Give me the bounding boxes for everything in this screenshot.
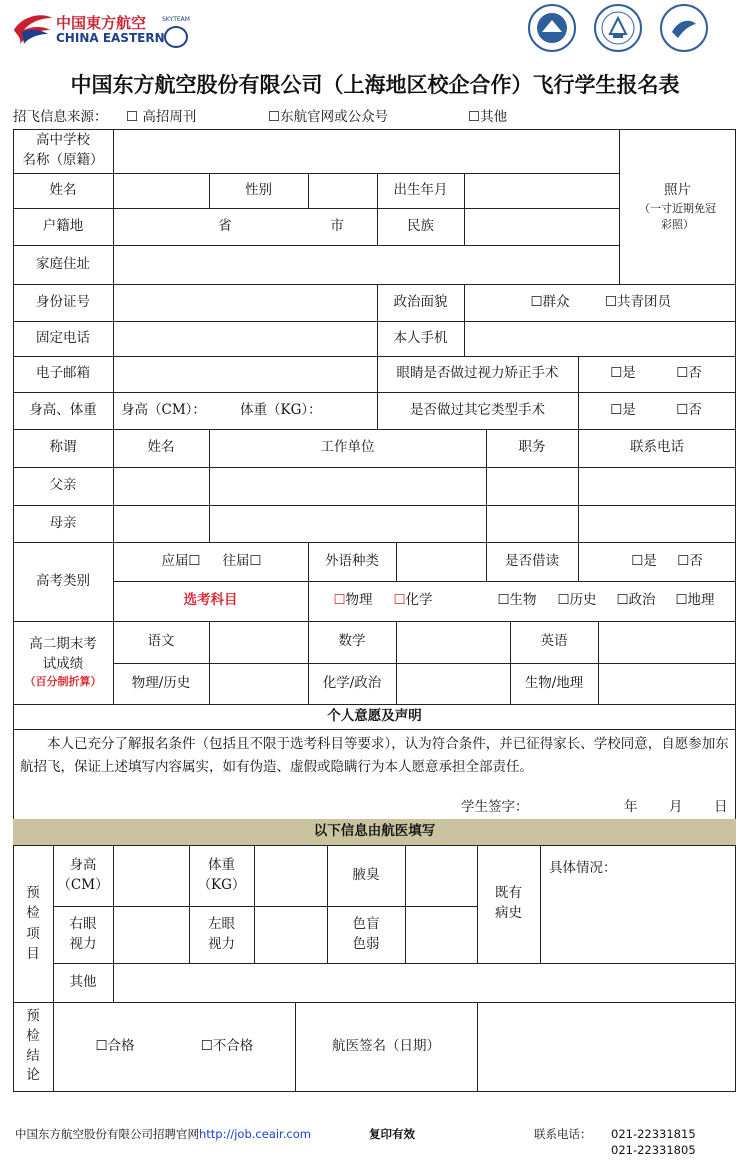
subject-chemistry-label: 化学 <box>405 592 433 609</box>
relation-header: 称谓 <box>49 439 77 456</box>
footer-company-text: 中国东方航空股份有限公司招聘官网 <box>15 1126 199 1141</box>
eye-surgery-no[interactable]: ☐否 <box>676 365 702 382</box>
signature-label: 学生签字： <box>461 799 529 816</box>
work-unit-header: 工作单位 <box>320 439 375 456</box>
source-option-other[interactable]: ☐其他 <box>468 109 508 126</box>
color-blind-label: 色盲 色弱 <box>352 915 380 952</box>
subject-biology[interactable]: ☐生物 <box>497 592 537 609</box>
body-odor-label: 腋臭 <box>352 866 380 883</box>
history-label: 既有 病史 <box>495 885 522 921</box>
photo-box[interactable] <box>620 130 735 284</box>
language-label: 外语种类 <box>325 552 379 569</box>
footer-company <box>15 1124 311 1144</box>
footer-phone-2: 021-22331805 <box>611 1142 696 1157</box>
father-label: 父亲 <box>49 477 77 494</box>
left-eye-label: 左眼 视力 <box>208 915 235 952</box>
current-grad-option[interactable]: 应届☐ <box>161 552 201 569</box>
name-input[interactable] <box>114 174 209 208</box>
position-header: 职务 <box>518 439 546 456</box>
skyteam-text: SKYTEAM <box>162 16 190 23</box>
phys-hist-label: 物理/历史 <box>131 674 191 691</box>
photo-note: （一寸近期免冠 彩照） <box>639 201 716 231</box>
right-eye-label: 右眼 视力 <box>69 915 97 952</box>
ethnic-label: 民族 <box>407 217 434 234</box>
subject-chemistry[interactable]: ☐ 化学 <box>388 581 438 621</box>
school-label: 高中学校 名称（原籍） <box>22 132 104 168</box>
province-label: 省 <box>218 217 232 234</box>
borrow-no[interactable]: ☐否 <box>677 552 703 569</box>
political-label: 政治面貌 <box>393 293 448 310</box>
sign-day: 日 <box>714 799 728 816</box>
height-label: 身高（CM）： <box>121 401 206 418</box>
school-input[interactable] <box>114 130 619 173</box>
political-option-league[interactable]: ☐共青团员 <box>604 293 672 310</box>
logo-en-text: CHINA EASTERN <box>56 31 165 45</box>
address-label: 家庭住址 <box>36 255 90 272</box>
other-label: 其他 <box>69 973 97 990</box>
fail-option[interactable]: ☐不合格 <box>200 1037 254 1054</box>
height-weight-label: 身高、体重 <box>29 401 97 418</box>
logo-cn-text: 中国東方航空 <box>56 14 147 32</box>
declaration-text: 本人已充分了解报名条件（包括且不限于选考科目等要求），认为符合条件，并已征得家长、学校同意，自愿参加东航招飞，保证上述填写内容属实，如有伪造、虚假或隐瞒行为本人愿意承担全部责任。 <box>20 736 729 775</box>
math-label: 数学 <box>338 633 366 650</box>
id-label: 身份证号 <box>36 293 90 310</box>
scores-note: （百分制折算） <box>24 675 102 689</box>
china-eastern-logo <box>12 10 190 50</box>
source-label: 招飞信息来源： <box>13 109 108 126</box>
nuaa-seal-icon <box>594 4 642 52</box>
med-weight-label: 体重 （KG） <box>197 856 246 893</box>
subject-history[interactable]: ☐历史 <box>557 592 597 609</box>
conclusion-label: 预 检 结 论 <box>26 1008 40 1084</box>
subject-politics[interactable]: ☐政治 <box>616 592 656 609</box>
gender-label: 性别 <box>245 181 272 198</box>
other-surgery-yes[interactable]: ☐是 <box>610 401 636 418</box>
footer-phone-label: 联系电话： <box>534 1126 592 1141</box>
page-title: 中国东方航空股份有限公司（上海地区校企合作）飞行学生报名表 <box>70 72 680 97</box>
declaration-title: 个人意愿及声明 <box>327 707 422 724</box>
bio-geo-label: 生物/地理 <box>524 674 584 691</box>
city-label: 市 <box>330 217 344 234</box>
borrow-yes[interactable]: ☐是 <box>631 552 657 569</box>
past-grad-option[interactable]: 往届☐ <box>222 552 262 569</box>
email-label: 电子邮箱 <box>36 365 90 382</box>
borrow-label: 是否借读 <box>505 552 559 569</box>
subject-physics[interactable]: ☐ 物理 <box>328 581 378 621</box>
family-name-header: 姓名 <box>147 439 175 456</box>
other-surgery-no[interactable]: ☐否 <box>676 401 702 418</box>
academy-seal-icon <box>660 4 708 52</box>
phone-label: 固定电话 <box>36 329 90 346</box>
subject-geography[interactable]: ☐地理 <box>675 592 715 609</box>
english-label: 英语 <box>540 633 568 650</box>
footer-phone-1: 021-22331815 <box>611 1126 696 1141</box>
eye-surgery-yes[interactable]: ☐是 <box>610 365 636 382</box>
eye-surgery-label: 眼睛是否做过视力矫正手术 <box>396 365 559 382</box>
med-height-label: 身高 （CM） <box>57 856 109 893</box>
medical-band-label: 以下信息由航医填写 <box>313 823 436 840</box>
footer-url-link[interactable]: http://job.ceair.com <box>199 1126 311 1141</box>
swallow-logo-icon <box>12 10 54 48</box>
source-option-zhaokan[interactable]: ☐ 高招周刊 <box>126 109 197 126</box>
photo-label: 照片 <box>664 182 691 199</box>
scores-label-cell <box>13 621 113 704</box>
doctor-sign-label: 航医签名（日期） <box>332 1037 440 1054</box>
sign-year: 年 <box>624 799 638 816</box>
skyteam-icon <box>164 26 188 48</box>
details-label: 具体情况： <box>549 860 617 877</box>
subject-physics-label: 物理 <box>345 592 373 609</box>
contact-header: 联系电话 <box>630 439 684 456</box>
chinese-label: 语文 <box>147 633 175 650</box>
mother-label: 母亲 <box>49 514 77 531</box>
scores-label: 高二期末考 试成绩 <box>29 635 97 672</box>
footer-copy-valid: 复印有效 <box>369 1126 415 1141</box>
name-label: 姓名 <box>49 181 77 198</box>
weight-label: 体重（KG）： <box>240 401 322 418</box>
political-option-masses[interactable]: ☐群众 <box>530 293 570 310</box>
chem-pol-label: 化学/政治 <box>322 674 382 691</box>
pass-option[interactable]: ☐合格 <box>95 1037 135 1054</box>
university-seal-icon <box>528 4 576 52</box>
exam-type-label: 高考类别 <box>36 572 90 589</box>
sign-month: 月 <box>669 799 683 816</box>
source-option-website[interactable]: ☐东航官网或公众号 <box>268 109 389 126</box>
other-surgery-label: 是否做过其它类型手术 <box>410 401 545 418</box>
subjects-label: 选考科目 <box>183 592 238 609</box>
huji-label: 户籍地 <box>42 217 84 234</box>
precheck-label: 预 检 项 目 <box>26 885 40 962</box>
birth-label: 出生年月 <box>393 181 448 198</box>
mobile-label: 本人手机 <box>393 329 448 346</box>
